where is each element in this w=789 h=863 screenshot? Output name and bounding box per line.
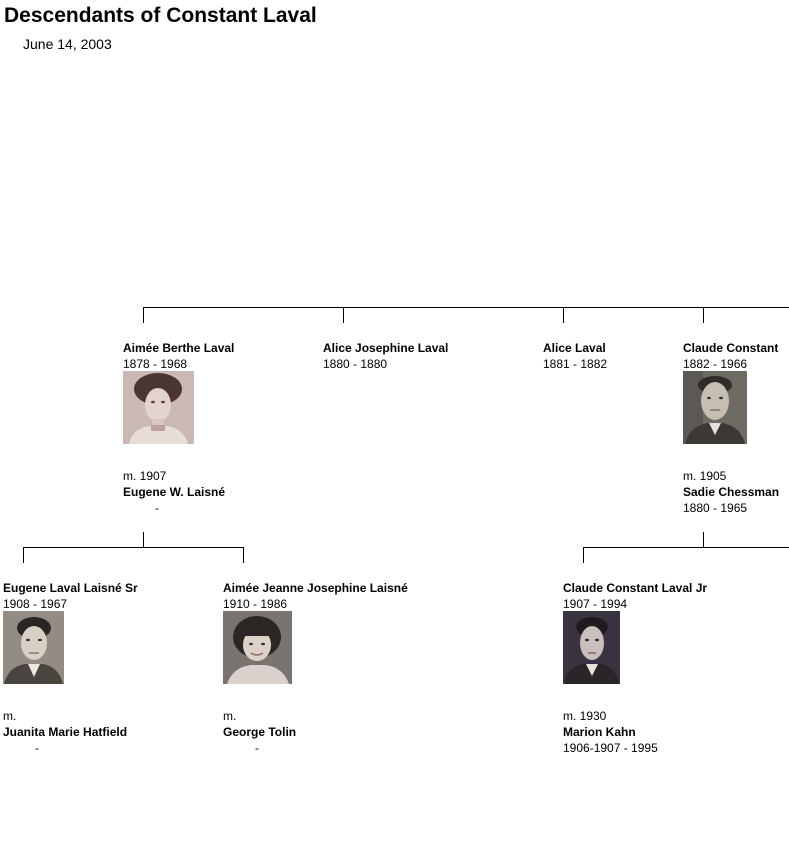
portrait-photo [223, 611, 292, 684]
spouse-block [683, 468, 779, 516]
marriage-year: m. [223, 709, 237, 723]
person-card [563, 580, 707, 612]
gen1-drop-line [343, 307, 344, 323]
person-name: Claude Constant Laval Jr [563, 581, 708, 595]
spouse-dates: - [155, 501, 159, 515]
marriage-year: m. 1930 [563, 709, 607, 723]
portrait-photo [123, 371, 194, 444]
spouse-name: George Tolin [223, 725, 297, 739]
person-name: Aimée Berthe Laval [123, 341, 235, 355]
person-dates: 1882 - 1966 [683, 357, 748, 371]
person-card [3, 580, 138, 612]
family-stem-line [703, 532, 704, 547]
person-dates: 1907 - 1994 [563, 597, 628, 611]
marriage-year: m. 1905 [683, 469, 727, 483]
portrait-photo [3, 611, 64, 684]
page-title: Descendants of Constant Laval [4, 4, 317, 27]
portrait-photo [683, 371, 747, 444]
person-dates: 1878 - 1968 [123, 357, 188, 371]
spouse-dates: - [35, 741, 39, 755]
gen2-sibling-line [23, 547, 244, 548]
spouse-name: Juanita Marie Hatfield [3, 725, 128, 739]
person-name: Claude Constant [683, 341, 779, 355]
person-card [123, 340, 234, 372]
gen2-drop-line [583, 547, 584, 563]
spouse-name: Sadie Chessman [683, 485, 780, 499]
spouse-block [563, 708, 658, 756]
gen2-drop-line [243, 547, 244, 563]
person-card [223, 580, 408, 612]
person-name: Alice Josephine Laval [323, 341, 449, 355]
person-dates: 1880 - 1880 [323, 357, 388, 371]
spouse-block [123, 468, 225, 516]
person-name: Eugene Laval Laisné Sr [3, 581, 138, 595]
spouse-dates: - [255, 741, 259, 755]
gen1-drop-line [143, 307, 144, 323]
spouse-name: Eugene W. Laisné [123, 485, 226, 499]
spouse-dates: 1906-1907 - 1995 [563, 741, 658, 755]
gen2-sibling-line [583, 547, 789, 548]
person-dates: 1910 - 1986 [223, 597, 288, 611]
person-card [323, 340, 448, 372]
person-name: Alice Laval [543, 341, 606, 355]
marriage-year: m. [3, 709, 17, 723]
gen1-sibling-line [143, 307, 789, 308]
person-name: Aimée Jeanne Josephine Laisné [223, 581, 408, 595]
spouse-block [3, 708, 127, 756]
portrait-photo [563, 611, 620, 684]
person-dates: 1908 - 1967 [3, 597, 68, 611]
report-date: June 14, 2003 [23, 36, 112, 52]
family-stem-line [143, 532, 144, 547]
spouse-dates: 1880 - 1965 [683, 501, 748, 515]
gen1-drop-line [563, 307, 564, 323]
gen1-drop-line [703, 307, 704, 323]
marriage-year: m. 1907 [123, 469, 167, 483]
spouse-name: Marion Kahn [563, 725, 636, 739]
person-dates: 1881 - 1882 [543, 357, 608, 371]
person-card [543, 340, 607, 372]
spouse-block [223, 708, 296, 756]
gen2-drop-line [23, 547, 24, 563]
person-card [683, 340, 778, 372]
